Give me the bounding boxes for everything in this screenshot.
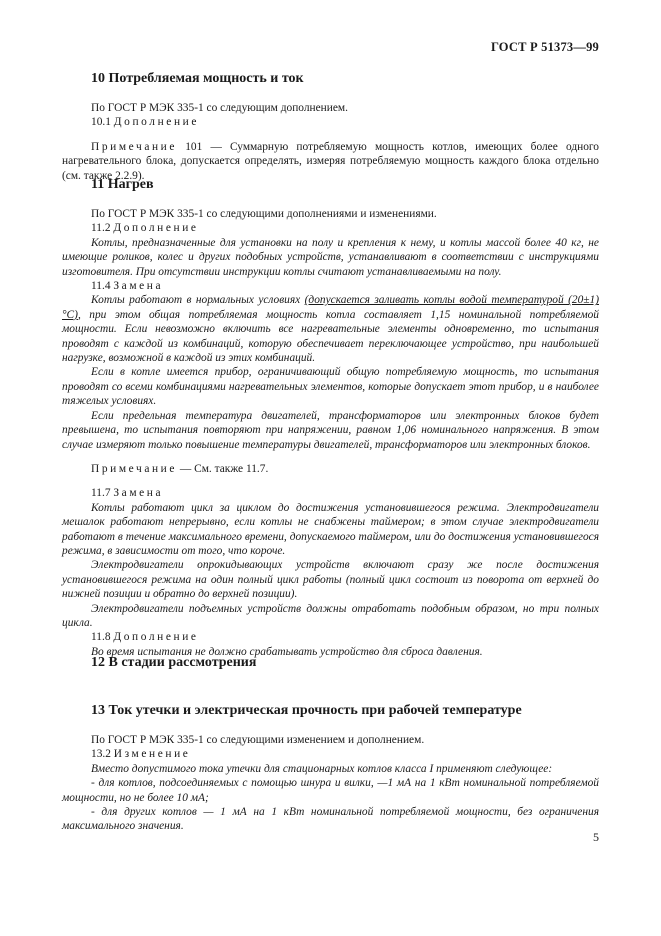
clause-11-8-text: Во время испытания не должно срабатывать устройство для сброса давления. [91, 645, 483, 658]
clause-number: 13.2 [91, 748, 111, 761]
clause-11-7-para-3: Электродвигатели подъемных устройств должны отработать подобным образом, но три полных цикла. [62, 602, 599, 629]
clause-11-4-para-2: Если в котле имеется прибор, ограничивающий общую потребляемую мощность, то испытания проводят со всеми комбинациями нагревательных элементов, которые допускает этот прибор, и в наиболее тяжелых условиях. [62, 366, 599, 408]
clause-label: Замена [113, 487, 164, 500]
clause-11-7-para-2: Электродвигатели опрокидывающих устройств включают сразу же после достижения установившегося режима на один полный цикл работы (полный цикл состоит из поворота от верхней до нижней позиции и обратно до верхней позиции). [62, 559, 599, 601]
clause-13-2 [62, 747, 599, 761]
section-13-body [62, 733, 599, 834]
clause-label: Изменение [113, 748, 191, 761]
text-run: , при этом общая потребляемая мощность котла составляет 1,15 номинальной потребляемой мощности. Если невозможно включить все нагревательные элементы одновременно, то испытания проводят с каждой из комбинаций, которую обеспечивает переключающее устройство, при наибольшей нагрузке, возможной в каждой из этих комбинаций. [62, 308, 599, 365]
clause-13-2-para-3: - для других котлов — 1 мА на 1 кВт номинальной потребляемой мощности, без ограничения максимального значения. [62, 806, 599, 833]
clause-13-2-para-1: Вместо допустимого тока утечки для стационарных котлов класса I применяют следующее: [91, 762, 553, 775]
note-11 [62, 462, 599, 476]
clause-11-2 [62, 221, 599, 235]
clause-10-1 [62, 115, 599, 129]
clause-11-4-para-1 [62, 293, 599, 365]
section-12-title: 12 В стадии рассмотрения [91, 655, 257, 670]
note-label: Примечание [91, 140, 178, 153]
note-text: 101 — Суммарную потребляемую мощность котлов, имеющих более одного нагревательного блока, допускается определять, измеряя потребляемую мощность каждого блока отдельно (см. также 2.2.9). [62, 140, 599, 182]
text-run: Котлы работают в нормальных условиях [91, 294, 305, 307]
clause-number: 10.1 [91, 116, 111, 129]
section-10-title: 10 Потребляемая мощность и ток [91, 71, 304, 86]
section-11-title: 11 Нагрев [91, 177, 154, 192]
document-header: ГОСТ Р 51373—99 [490, 40, 599, 54]
section-13-intro: По ГОСТ Р МЭК 335-1 со следующими изменением и дополнением. [91, 734, 425, 746]
section-13-title: 13 Ток утечки и электрическая прочность при рабочей температуре [91, 703, 522, 718]
clause-11-2-text: Котлы, предназначенные для установки на полу и крепления к нему, и котлы массой более 40 кг, не имеющие роликов, колес и других подобных устройств, устанавливают в соответствии с инструкциями изготовителя. При отсутствии инструкции котлы считают устанавливаемыми на полу. [62, 236, 599, 278]
section-10-body [62, 101, 599, 183]
clause-11-7 [62, 486, 599, 500]
note-text: — См. также 11.7. [177, 462, 269, 475]
section-11-body [62, 207, 599, 659]
clause-label: Дополнение [113, 116, 199, 129]
clause-number: 11.8 [91, 631, 111, 644]
clause-number: 11.7 [91, 487, 111, 500]
clause-label: Замена [113, 280, 164, 293]
page-number: 5 [593, 830, 599, 844]
section-10-intro: По ГОСТ Р МЭК 335-1 со следующим дополнением. [91, 102, 348, 114]
clause-13-2-para-2: - для котлов, подсоединяемых с помощью шнура и вилки, —1 мА на 1 кВт номинальной потребляемой мощности, но не более 10 мА; [62, 777, 599, 804]
clause-label: Дополнение [113, 631, 199, 644]
clause-label: Дополнение [113, 222, 199, 235]
clause-number: 11.2 [91, 222, 111, 235]
note-label: Примечание [91, 462, 178, 475]
clause-number: 11.4 [91, 280, 111, 293]
clause-11-8 [62, 630, 599, 644]
clause-11-4 [62, 279, 599, 293]
clause-11-4-para-3: Если предельная температура двигателей, трансформаторов или электронных блоков будет превышена, то испытания повторяют при напряжении, равном 1,06 номинального напряжения. В этом случае измеряют только повышение температуры двигателей, трансформаторов или электронных блоков. [62, 409, 599, 451]
section-11-intro: По ГОСТ Р МЭК 335-1 со следующими дополнениями и изменениями. [91, 208, 437, 220]
underlined-text: (допускается заливать котлы водой температурой (20±1) °С) [62, 294, 600, 321]
clause-11-7-para-1: Котлы работают цикл за циклом до достижения установившегося режима. Электродвигатели мешалок работают непрерывно, если котлы не снабжены таймером; в этом случае электродвигатели работают в течение максимального времени, допускаемого таймером, или до достижения установившегося режима, в зависимости от того, что короче. [62, 501, 599, 557]
